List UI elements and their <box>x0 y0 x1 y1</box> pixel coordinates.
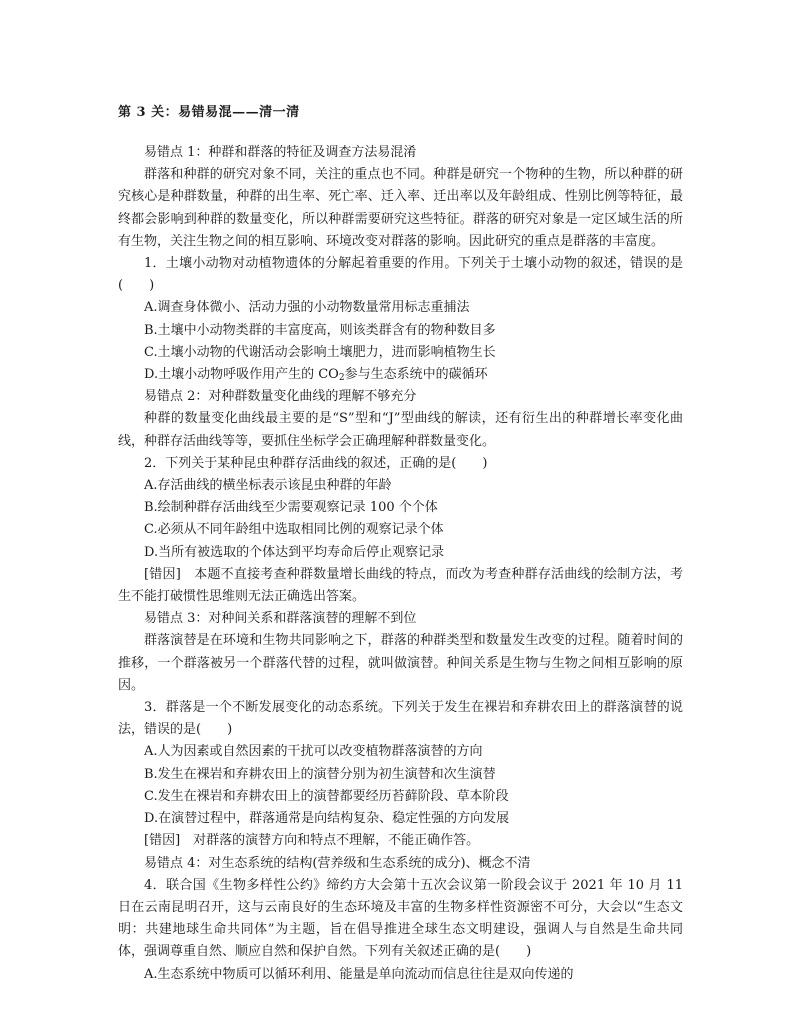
error-point-1-heading: 易错点 1：种群和群落的特征及调查方法易混淆 <box>144 145 417 160</box>
question-4-stem: 4．联合国《生物多样性公约》缔约方大会第十五次会议第一阶段会议于 2021 年 10 月 11 日在云南昆明召开，这与云南良好的生态环境及丰富的生物多样性资源密不可分，大会以“生态文明：共建地球生命共同体”为主题，旨在倡导推进全球生态文明建设，强调人与自然是生命共同体，强调尊重自然、顺应自然和保护自然。下列有关叙述正确的是( ) <box>118 877 683 960</box>
error-point-2-heading: 易错点 2：对种群数量变化曲线的理解不够充分 <box>144 389 417 405</box>
error-point-4-heading: 易错点 4：对生态系统的结构(营养级和生态系统的成分)、概念不清 <box>144 855 531 871</box>
question-1-stem: 1．土壤小动物对动植物遗体的分解起着重要的作用。下列关于土壤小动物的叙述，错误的是( ) <box>118 256 683 294</box>
question-2-option-a: A.存活曲线的横坐标表示该昆虫种群的年龄 <box>144 478 392 494</box>
question-3-option-a: A.人为因素或自然因素的干扰可以改变植物群落演替的方向 <box>144 744 483 760</box>
error-point-1-paragraph: 群落和种群的研究对象不同，关注的重点也不同。种群是研究一个物种的生物，所以种群的研究核心是种群数量，种群的出生率、死亡率、迁入率、迁出率以及年龄组成、性别比例等特征，最终都会影响到种群的数量变化，所以种群需要研究这些特征。群落的研究对象是一定区域生活的所有生物，关注生物之间的相互影响、环境改变对群落的影响。因此研究的重点是群落的丰富度。 <box>118 167 683 249</box>
question-2-error-cause: [错因] 本题不直接考查种群数量增长曲线的特点，而改为考查种群存活曲线的绘制方法，考生不能打破惯性思维则无法正确选出答案。 <box>118 566 683 605</box>
question-3-error-cause: [错因] 对群落的演替方向和特点不理解，不能正确作答。 <box>144 833 480 849</box>
question-1-option-b: B.土壤中小动物类群的丰富度高，则该类群含有的物种数目多 <box>144 322 496 338</box>
question-3-option-b: B.发生在裸岩和弃耕农田上的演替分别为初生演替和次生演替 <box>144 766 496 782</box>
section-title: 第 3 关：易错易混——清一清 <box>118 105 300 120</box>
document-body <box>118 142 683 986</box>
error-point-2-paragraph: 种群的数量变化曲线最主要的是“S”型和“J”型曲线的解读，还有衍生出的种群增长率变化曲线，种群存活曲线等等，要抓住坐标学会正确理解种群数量变化。 <box>118 411 683 449</box>
co2-subscript: 2 <box>338 373 345 384</box>
question-4-option-a: A.生态系统中物质可以循环利用、能量是单向流动而信息往往是双向传递的 <box>144 966 574 982</box>
question-1-option-d-text: D.土壤小动物呼吸作用产生的 CO <box>144 367 339 383</box>
question-1-option-c: C.土壤小动物的代谢活动会影响土壤肥力，进而影响植物生长 <box>144 344 496 360</box>
question-2-stem: 2．下列关于某种昆虫种群存活曲线的叙述，正确的是( ) <box>144 455 488 471</box>
question-1-option-d <box>118 364 683 386</box>
error-point-3-heading: 易错点 3：对种间关系和群落演替的理解不到位 <box>144 611 417 627</box>
question-2-option-b: B.绘制种群存活曲线至少需要观察记录 100 个个体 <box>144 500 438 516</box>
question-2-option-c: C.必须从不同年龄组中选取相同比例的观察记录个体 <box>144 522 444 538</box>
question-3-option-c: C.发生在裸岩和弃耕农田上的演替都要经历苔藓阶段、草本阶段 <box>144 788 509 804</box>
question-3-option-d: D.在演替过程中，群落通常是向结构复杂、稳定性强的方向发展 <box>144 811 510 827</box>
question-2-option-d: D.当所有被选取的个体达到平均寿命后停止观察记录 <box>144 544 445 560</box>
error-point-3-paragraph: 群落演替是在环境和生物共同影响之下，群落的种群类型和数量发生改变的过程。随着时间的推移，一个群落被另一个群落代替的过程，就叫做演替。种间关系是生物与生物之间相互影响的原因。 <box>118 633 683 693</box>
question-3-stem: 3．群落是一个不断发展变化的动态系统。下列关于发生在裸岩和弃耕农田上的群落演替的说法，错误的是( ) <box>118 700 683 738</box>
question-1-option-a: A.调查身体微小、活动力强的小动物数量常用标志重捕法 <box>144 300 470 316</box>
question-1-option-d-text-end: 参与生态系统中的碳循环 <box>344 367 488 383</box>
